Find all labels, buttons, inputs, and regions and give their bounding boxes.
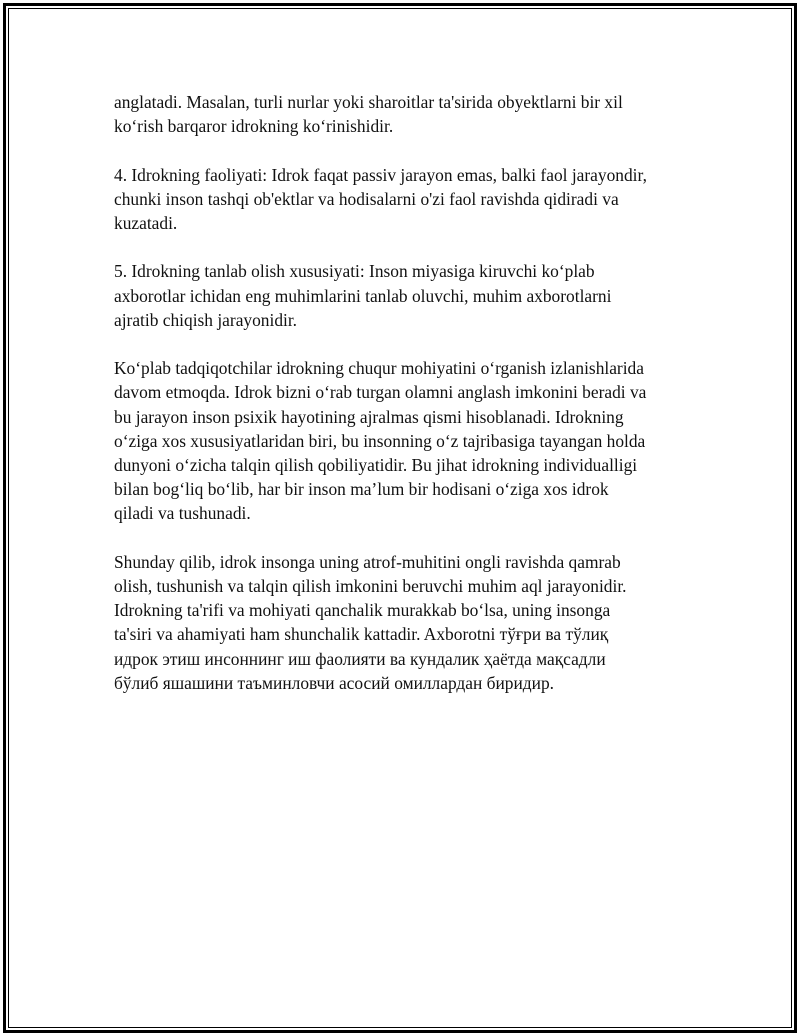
paragraph-conclusion: Shunday qilib, idrok insonga uning atrof-muhitini ongli ravishda qamrab olish, tushunish va talqin qilish imkonini beruvchi muhim aql jarayonidir. Idrokning ta'rifi va mohiyati qanchalik murakkab bo‘lsa, uning insonga ta'siri va ahamiyati ham shunchalik kattadir. Axborotni тўғри ва тўлиқ идрок этиш инсоннинг иш фаолияти ва кундалик ҳаётда мақсадли бўлиб яшашини таъминловчи асосий омиллардан биридир. <box>114 551 627 693</box>
paragraph-item-5: 5. Idrokning tanlab olish xususiyati: Inson miyasiga kiruvchi ko‘plab axborotlar ichidan eng muhimlarini tanlab oluvchi, muhim axborotlarni ajratib chiqish jarayonidir. <box>114 261 612 330</box>
paragraph-continuation: anglatadi. Masalan, turli nurlar yoki sharoitlar ta'sirida obyektlarni bir xil ko‘rish barqaror idrokning ko‘rinishidir. <box>114 92 623 137</box>
paragraph-item-4: 4. Idrokning faoliyati: Idrok faqat passiv jarayon emas, balki faol jarayondir, chunki inson tashqi ob'ektlar va hodisalarni o'zi faol ravishda qidiradi va kuzatadi. <box>114 164 647 233</box>
document-body <box>114 90 694 719</box>
paragraph-researchers: Ko‘plab tadqiqotchilar idrokning chuqur mohiyatini o‘rganish izlanishlarida davom etmoqda. Idrok bizni o‘rab turgan olamni anglash imkonini beradi va bu jarayon inson psixik hayotining ajralmas qismi hisoblanadi. Idrokning o‘ziga xos xususiyatlaridan biri, bu insonning o‘z tajribasiga tayangan holda dunyoni o‘zicha talqin qilish qobiliyatidir. Bu jihat idrokning individualligi bilan bog‘liq bo‘lib, har bir inson ma’lum bir hodisani o‘ziga xos idrok qiladi va tushunadi. <box>114 358 647 524</box>
